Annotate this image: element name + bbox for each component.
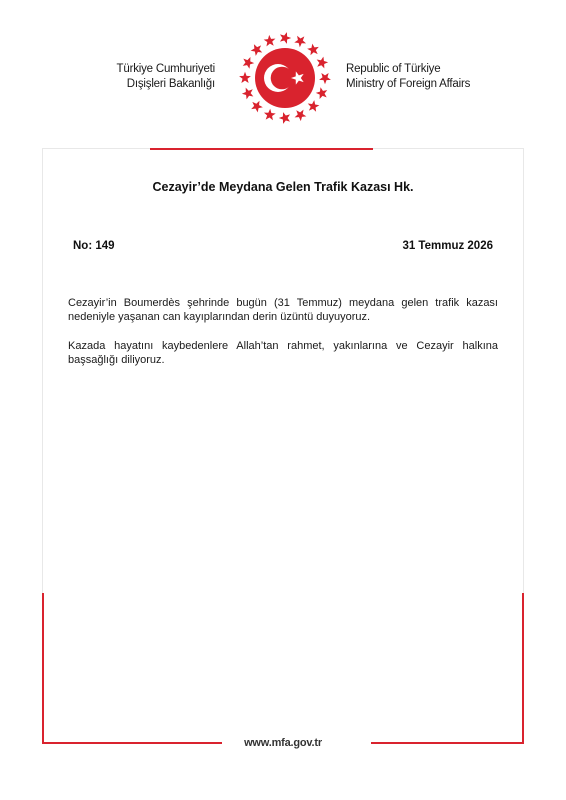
ministry-name-tr-line2: Dışişleri Bakanlığı bbox=[126, 78, 215, 90]
paragraph-2: Kazada hayatını kaybedenlere Allah’tan rahmet, yakınlarına ve Cezayir halkına başsağlığı diliyoruz. bbox=[68, 340, 498, 366]
footer-url[interactable]: www.mfa.gov.tr bbox=[244, 737, 322, 749]
paragraph-1: Cezayir’in Boumerdès şehrinde bugün (31 Temmuz) meydana gelen trafik kazası nedeniyle yaşanan can kayıplarından derin üzüntü duyuyoruz. bbox=[68, 297, 498, 323]
ministry-name-en bbox=[346, 62, 470, 92]
ministry-name-en-line2: Ministry of Foreign Affairs bbox=[346, 78, 471, 90]
top-red-rule bbox=[150, 148, 373, 150]
left-red-rule bbox=[42, 593, 44, 744]
crescent-star-seal-icon bbox=[235, 28, 335, 128]
document-frame bbox=[42, 148, 524, 744]
document-number: No: 149 bbox=[73, 240, 115, 252]
ministry-name-tr bbox=[117, 62, 215, 92]
right-red-rule bbox=[522, 593, 524, 744]
document-date: 31 Temmuz 2026 bbox=[402, 240, 493, 252]
document-title: Cezayir’de Meydana Gelen Trafik Kazası Hk. bbox=[152, 180, 414, 194]
ministry-name-en-line1: Republic of Türkiye bbox=[346, 63, 441, 75]
ministry-name-tr-line1: Türkiye Cumhuriyeti bbox=[116, 63, 215, 75]
